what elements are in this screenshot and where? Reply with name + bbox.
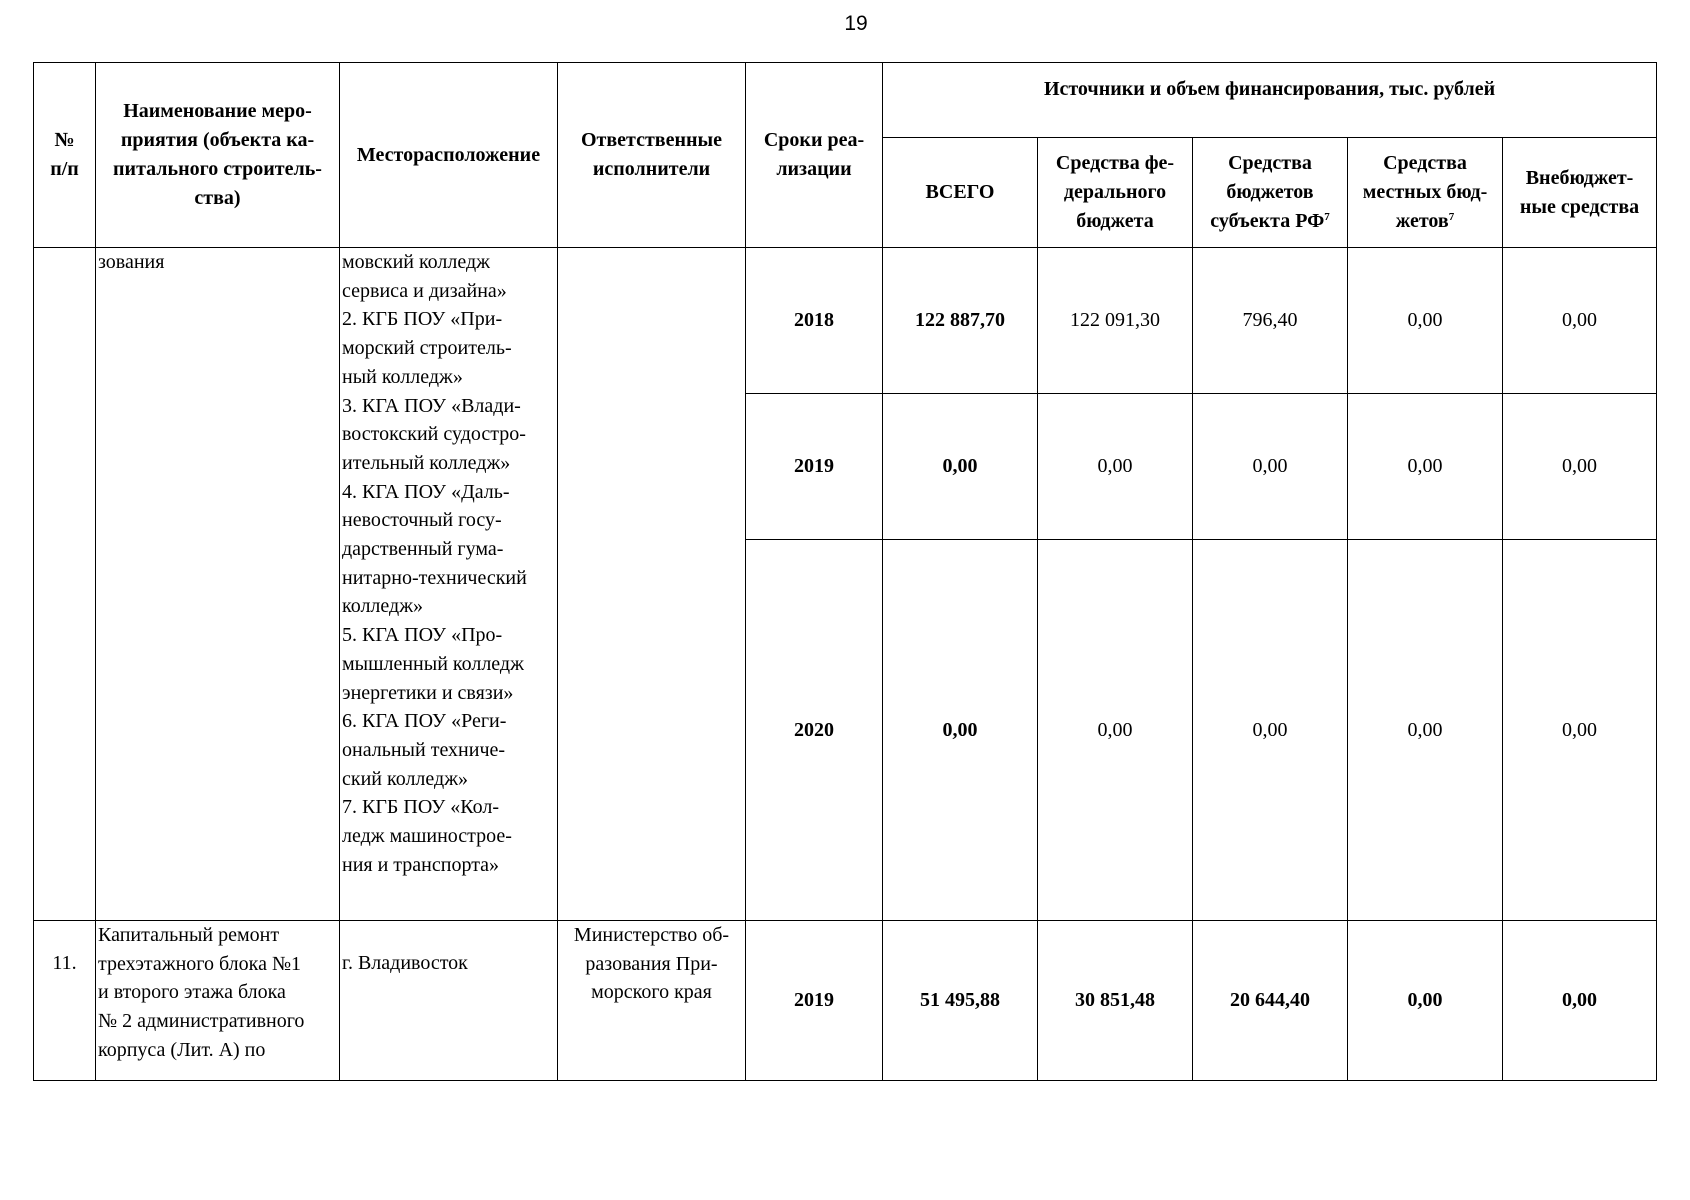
header-regional-line: Средства: [1228, 152, 1312, 174]
regional-cell: 0,00: [1193, 540, 1348, 921]
local-cell: 0,00: [1348, 921, 1503, 1081]
local-cell: 0,00: [1348, 540, 1503, 921]
header-local-line: Средства: [1383, 152, 1467, 174]
header-extra: [1503, 138, 1657, 248]
header-number-line: п/п: [50, 158, 79, 180]
year-cell: 2019: [746, 394, 883, 540]
footnote-marker: 7: [1324, 211, 1330, 223]
name-line: Капитальный ремонт: [98, 924, 280, 946]
regional-cell: 796,40: [1193, 248, 1348, 394]
header-local-line: местных бюд-: [1362, 181, 1488, 203]
name-line: зования: [98, 251, 165, 273]
federal-cell: 122 091,30: [1038, 248, 1193, 394]
financing-table: [33, 62, 1657, 1081]
location-line: дарственный гума-: [342, 538, 504, 561]
location-line: морский строитель-: [342, 337, 512, 360]
total-cell: 51 495,88: [883, 921, 1038, 1081]
executor-line: Министерство об-: [573, 924, 730, 946]
location-line: сервиса и дизайна»: [342, 279, 507, 302]
header-local-text: жетов: [1395, 210, 1449, 232]
location-line: невосточный госу-: [342, 509, 502, 532]
regional-cell: 20 644,40: [1193, 921, 1348, 1081]
header-extra-line: ные средства: [1519, 195, 1640, 218]
continued-location-cell: [340, 248, 558, 921]
total-cell: 122 887,70: [883, 248, 1038, 394]
header-federal-line: бюджета: [1076, 210, 1154, 232]
header-federal-line: Средства фе-: [1055, 152, 1175, 174]
continued-name-cell: [96, 248, 340, 921]
header-executors-line: Ответственные: [580, 129, 723, 151]
location-line: ледж машинострое-: [342, 825, 512, 848]
location-line: ный колледж»: [342, 365, 463, 388]
header-location: [340, 63, 558, 248]
location-line: 4. КГА ПОУ «Даль-: [342, 480, 510, 503]
header-federal: [1038, 138, 1193, 248]
extra-cell: 0,00: [1503, 540, 1657, 921]
header-number-line: №: [54, 129, 75, 151]
total-cell: 0,00: [883, 394, 1038, 540]
header-period: [746, 63, 883, 248]
location-line: ский колледж»: [342, 767, 469, 790]
table-row: [34, 248, 1657, 394]
header-executors-line: исполнители: [592, 158, 711, 180]
name-line: и второго этажа блока: [98, 981, 286, 1004]
executor-line: морского края: [591, 981, 712, 1004]
location-line: мышленный колледж: [342, 652, 524, 675]
location-line: мовский колледж: [342, 251, 490, 273]
header-federal-line: дерального: [1063, 181, 1167, 203]
regional-cell: 0,00: [1193, 394, 1348, 540]
local-cell: 0,00: [1348, 394, 1503, 540]
header-number: [34, 63, 96, 248]
table-row: [34, 921, 1657, 1081]
continued-number-cell: [34, 248, 96, 921]
header-total: [883, 138, 1038, 248]
location-line: г. Владивосток: [342, 952, 468, 974]
header-regional-text: субъекта РФ: [1210, 210, 1325, 232]
header-local-line: [1348, 207, 1502, 236]
extra-cell: 0,00: [1503, 248, 1657, 394]
header-executors: [558, 63, 746, 248]
header-regional-line: бюджетов: [1226, 181, 1314, 203]
header-regional: [1193, 138, 1348, 248]
continued-executors-cell: [558, 248, 746, 921]
year-cell: 2019: [746, 921, 883, 1081]
row-number-cell: 11.: [34, 921, 96, 1081]
name-line: № 2 административного: [98, 1010, 305, 1033]
year-cell: 2018: [746, 248, 883, 394]
location-line: нитарно-технический: [342, 566, 527, 589]
location-line: 7. КГБ ПОУ «Кол-: [342, 796, 500, 819]
location-line: 5. КГА ПОУ «Про-: [342, 624, 503, 647]
federal-cell: 0,00: [1038, 394, 1193, 540]
header-name-line: приятия (объекта ка-: [120, 129, 315, 151]
row-executors-cell: [558, 921, 746, 1081]
year-cell: 2020: [746, 540, 883, 921]
location-line: ительный колледж»: [342, 451, 511, 474]
header-extra-line: Внебюджет-: [1525, 166, 1634, 189]
local-cell: 0,00: [1348, 248, 1503, 394]
location-line: востокский судостро-: [342, 423, 526, 446]
location-line: ния и транспорта»: [342, 853, 500, 876]
header-regional-line: [1193, 207, 1347, 236]
header-period-line: лизации: [776, 158, 852, 180]
location-line: 2. КГБ ПОУ «При-: [342, 308, 503, 331]
executor-line: разования При-: [585, 952, 718, 975]
header-name-line: Наименование меро-: [123, 100, 312, 122]
total-cell: 0,00: [883, 540, 1038, 921]
name-line: трехэтажного блока №1: [98, 952, 302, 975]
row-name-cell: [96, 921, 340, 1081]
federal-cell: 0,00: [1038, 540, 1193, 921]
extra-cell: 0,00: [1503, 921, 1657, 1081]
header-total-line: ВСЕГО: [925, 181, 995, 203]
extra-cell: 0,00: [1503, 394, 1657, 540]
header-local: [1348, 138, 1503, 248]
location-line: 3. КГА ПОУ «Влади-: [342, 394, 521, 417]
row-location-cell: [340, 921, 558, 1081]
page-number: 19: [844, 12, 868, 35]
header-period-line: Сроки реа-: [763, 129, 865, 151]
location-line: колледж»: [342, 595, 424, 618]
location-line: 6. КГА ПОУ «Реги-: [342, 710, 507, 733]
footnote-marker: 7: [1448, 211, 1455, 223]
header-location-line: Месторасположение: [356, 143, 541, 166]
header-name: [96, 63, 340, 248]
header-name-line: ства): [194, 187, 241, 209]
name-line: корпуса (Лит. А) по: [98, 1038, 266, 1061]
header-financing-group: Источники и объем финансирования, тыс. рублей: [883, 63, 1657, 138]
location-line: ональный техниче-: [342, 738, 506, 761]
federal-cell: 30 851,48: [1038, 921, 1193, 1081]
header-name-line: питального строитель-: [113, 158, 322, 180]
location-line: энергетики и связи»: [342, 681, 514, 704]
